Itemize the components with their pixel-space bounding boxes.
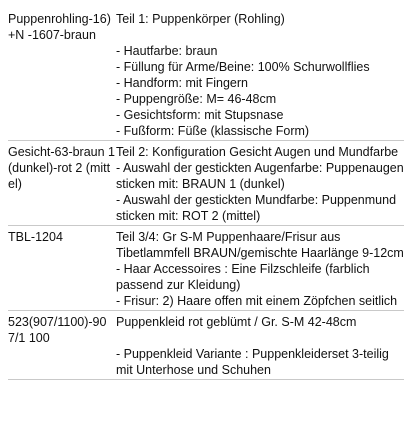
option-line: - Haar Accessoires : Eine Filzschleife (farblich passend zur Kleidung)	[116, 262, 370, 292]
option-line: - Frisur: 2) Haare offen mit einem Zöpfchen seitlich	[116, 294, 398, 308]
article-description	[116, 141, 404, 226]
option-line: - Handform: mit Fingern	[116, 76, 248, 90]
part-title: Teil 2: Konfiguration Gesicht Augen und Mundfarbe	[116, 145, 399, 159]
article-description	[116, 226, 404, 311]
article-code: Puppenrohling-16)+N -1607-braun	[8, 8, 116, 141]
configuration-row	[8, 311, 404, 380]
option-line: - Puppenkleid Variante : Puppenkleiderset 3-teilig mit Unterhose und Schuhen	[116, 347, 389, 377]
option-line: - Auswahl der gestickten Mundfarbe: Puppenmund sticken mit: ROT 2 (mittel)	[116, 193, 397, 223]
option-line: - Füllung für Arme/Beine: 100% Schurwollflies	[116, 60, 370, 74]
part-title: Teil 1: Puppenkörper (Rohling)	[116, 12, 285, 26]
configuration-row	[8, 141, 404, 226]
part-title: Teil 3/4: Gr S-M Puppenhaare/Frisur aus Tibetlammfell BRAUN/gemischte Haarlänge 9-12cm	[116, 230, 404, 260]
option-line: - Fußform: Füße (klassische Form)	[116, 124, 310, 138]
configuration-table	[8, 8, 404, 380]
spacer	[116, 27, 404, 43]
configuration-row	[8, 8, 404, 141]
spacer	[116, 330, 404, 346]
configuration-row	[8, 226, 404, 311]
article-description	[116, 311, 404, 380]
article-code: TBL-1204	[8, 226, 116, 311]
article-code: Gesicht-63-braun 1 (dunkel)-rot 2 (mittel)	[8, 141, 116, 226]
option-line: - Puppengröße: M= 46-48cm	[116, 92, 277, 106]
option-line: - Gesichtsform: mit Stupsnase	[116, 108, 284, 122]
option-line: - Hautfarbe: braun	[116, 44, 218, 58]
article-description	[116, 8, 404, 141]
configuration-rows	[8, 8, 404, 380]
option-line: - Auswahl der gestickten Augenfarbe: Puppenaugen sticken mit: BRAUN 1 (dunkel)	[116, 161, 404, 191]
part-title: Puppenkleid rot geblümt / Gr. S-M 42-48cm	[116, 315, 357, 329]
article-code: 523(907/1100)-907/1 100	[8, 311, 116, 380]
